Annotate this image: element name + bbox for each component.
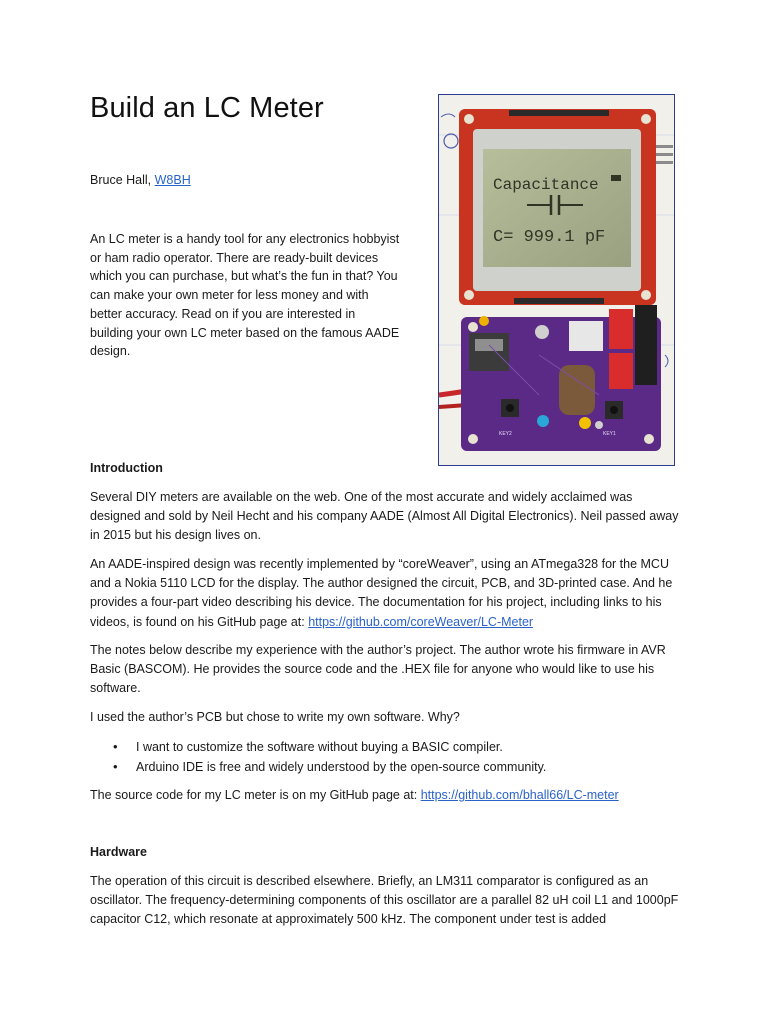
introduction-paragraph-2-text: An AADE-inspired design was recently implemented by “coreWeaver”, using an ATmega328 for the MCU and a Nokia 5110 LCD for the display. The author designed the circuit, PCB, and 3D-printed case. And he provides a four-part video describing his device. The documentation for his project, including links to his videos, is found on his GitHub page at:: [90, 557, 673, 629]
author-name: Bruce Hall,: [90, 173, 155, 187]
introduction-paragraph-5: [90, 786, 680, 805]
lcd-line-capacitance: Capacitance: [493, 176, 599, 194]
lc-meter-illustration: [439, 95, 675, 466]
introduction-paragraph-3: The notes below describe my experience with the author’s project. The author wrote his firmware in AVR Basic (BASCOM). He provides the source code and the .HEX file for anyone who would like to use his software.: [90, 643, 666, 696]
lcd-line-reading: C= 999.1 pF: [493, 228, 606, 247]
bhall66-github-link[interactable]: https://github.com/bhall66/LC-meter: [420, 788, 619, 802]
byline: [90, 173, 191, 187]
introduction-paragraph-1: Several DIY meters are available on the web. One of the most accurate and widely acclaimed was designed and sold by Neil Hecht and his company AADE (Almost All Digital Electronics). Neil passed away in 2015 but his design lives on.: [90, 490, 679, 543]
introduction-paragraph-2: [90, 555, 680, 632]
reasons-list: [90, 737, 680, 777]
hardware-heading: Hardware: [90, 845, 147, 859]
callsign-link[interactable]: W8BH: [154, 173, 191, 187]
introduction-heading: Introduction: [90, 461, 163, 475]
hardware-paragraph-1: The operation of this circuit is described elsewhere. Briefly, an LM311 comparator is configured as an oscillator. The frequency-determining components of this oscillator are a parallel 82 uH coil L1 and 1000pF capacitor C12, which resonate at approximately 500 kHz. The component under test is added: [90, 874, 679, 927]
list-item: • Arduino IDE is free and widely understood by the open-source community.: [90, 757, 680, 777]
lc-meter-photo: [438, 94, 675, 466]
list-item: • I want to customize the software without buying a BASIC compiler.: [90, 737, 680, 757]
introduction-paragraph-4: I used the author’s PCB but chose to write my own software. Why?: [90, 710, 460, 724]
intro-paragraph: An LC meter is a handy tool for any electronics hobbyist or ham radio operator. There are ready-built devices which you can purchase, but what’s the fun in that? You can make your own meter for less money and with better accuracy. Read on if you are interested in building your own LC meter based on the famous AADE design.: [90, 232, 400, 359]
board-label-key1: KEY1: [603, 431, 616, 437]
introduction-paragraph-5-text: The source code for my LC meter is on my GitHub page at:: [90, 788, 421, 802]
page-title: Build an LC Meter: [90, 92, 324, 124]
coreweaver-github-link[interactable]: https://github.com/coreWeaver/LC-Meter: [308, 614, 534, 629]
board-label-key2: KEY2: [499, 431, 512, 437]
